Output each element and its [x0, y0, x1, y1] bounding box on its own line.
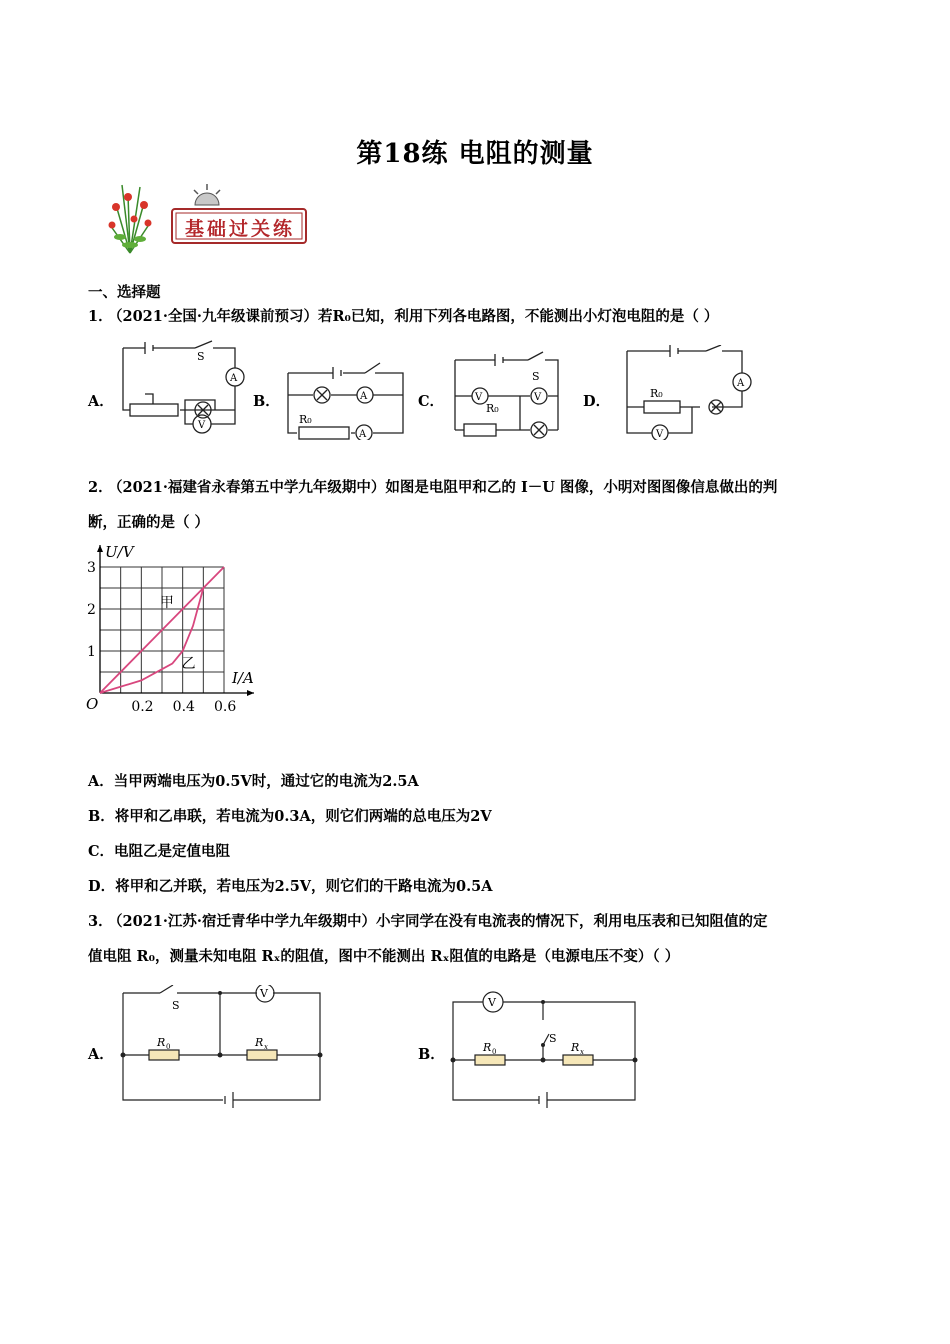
svg-text:R: R [157, 1036, 166, 1049]
svg-text:V: V [656, 429, 664, 440]
switch-label: S [197, 350, 205, 363]
q1-option-d-label: D． [583, 393, 611, 410]
badge-text: 基础过关练 [184, 218, 295, 240]
svg-text:0: 0 [166, 1043, 171, 1051]
x-tick-label: 0.2 [131, 699, 154, 715]
series-label-yi: 乙 [181, 655, 196, 672]
svg-text:A: A [230, 373, 238, 384]
question-2-number: 2． [88, 479, 113, 496]
question-2-line2: 断，正确的是（ ） [88, 514, 210, 531]
q2-option-d: D．将甲和乙并联，若电压为2.5V，则它们的干路电流为0.5A [88, 878, 493, 895]
q1-option-c-label: C． [418, 393, 445, 410]
q3-option-a-label: A． [88, 1046, 114, 1063]
y-tick-label: 3 [87, 560, 96, 576]
svg-text:V: V [475, 392, 483, 403]
svg-text:R: R [571, 1041, 580, 1054]
svg-text:R₀: R₀ [650, 387, 663, 400]
question-2-line1: （2021·福建省永春第五中学九年级期中）如图是电阻甲和乙的 I－U 图像，小明对图图像信息做出的判 [108, 479, 778, 496]
svg-text:R: R [255, 1036, 264, 1049]
svg-text:R₀: R₀ [486, 402, 499, 415]
svg-text:S: S [172, 999, 180, 1012]
section-label: 一、选择题 [88, 284, 161, 301]
svg-text:R: R [483, 1041, 492, 1054]
sun-icon [190, 183, 224, 207]
section-badge [170, 205, 310, 247]
q1-circuit-c [450, 350, 565, 440]
page-title: 第18练 电阻的测量 [356, 139, 594, 169]
y-tick-label: 1 [87, 644, 96, 660]
question-3-number: 3． [88, 913, 113, 930]
q2-option-b: B．将甲和乙串联，若电流为0.3A，则它们两端的总电压为2V [88, 808, 492, 825]
question-3-line1: （2021·江苏·宿迁青华中学九年级期中）小宇同学在没有电流表的情况下，利用电压表和已知阻值的定 [108, 913, 768, 930]
iu-chart [80, 535, 280, 720]
y-axis-arrow [97, 545, 103, 552]
svg-text:A: A [359, 429, 367, 440]
q1-option-a-label: A． [88, 393, 114, 410]
question-1-number: 1． [88, 308, 113, 325]
q1-circuit-d [622, 345, 757, 440]
y-axis-label: U/V [105, 543, 134, 561]
y-tick-label: 2 [87, 602, 96, 618]
x-tick-label: 0.4 [172, 699, 195, 715]
svg-text:x: x [580, 1048, 584, 1056]
flower-icon [100, 175, 160, 255]
svg-text:V: V [534, 392, 542, 403]
svg-text:R₀: R₀ [299, 413, 312, 426]
svg-text:A: A [360, 391, 368, 402]
series-label-jia: 甲 [159, 594, 174, 611]
q1-option-b-label: B． [253, 393, 280, 410]
q3-circuit-a [115, 985, 330, 1110]
q3-circuit-b [445, 990, 645, 1112]
svg-text:S: S [549, 1032, 557, 1045]
q2-option-c: C．电阻乙是定值电阻 [88, 843, 231, 860]
svg-text:x: x [264, 1043, 268, 1051]
x-axis-arrow [247, 690, 254, 696]
q1-circuit-a [115, 340, 245, 440]
question-1-text: （2021·全国·九年级课前预习）若R₀已知，利用下列各电路图，不能测出小灯泡电阻的是（ ） [108, 308, 719, 325]
x-tick-label: 0.6 [214, 699, 237, 715]
svg-text:A: A [737, 378, 745, 389]
q1-circuit-b [285, 355, 410, 440]
svg-text:V: V [488, 996, 496, 1009]
svg-text:S: S [532, 370, 540, 383]
question-3-line2: 值电阻 R₀，测量未知电阻 Rₓ的阻值，图中不能测出 Rₓ阻值的电路是（电源电压不变）（ ） [88, 948, 680, 965]
origin-label: O [86, 695, 99, 713]
x-axis-label: I/A [232, 669, 254, 687]
svg-text:V: V [260, 987, 268, 1000]
svg-text:0: 0 [492, 1048, 497, 1056]
q2-option-a: A．当甲两端电压为0.5V时，通过它的电流为2.5A [88, 773, 419, 790]
q3-option-b-label: B． [418, 1046, 445, 1063]
svg-text:V: V [198, 420, 206, 431]
